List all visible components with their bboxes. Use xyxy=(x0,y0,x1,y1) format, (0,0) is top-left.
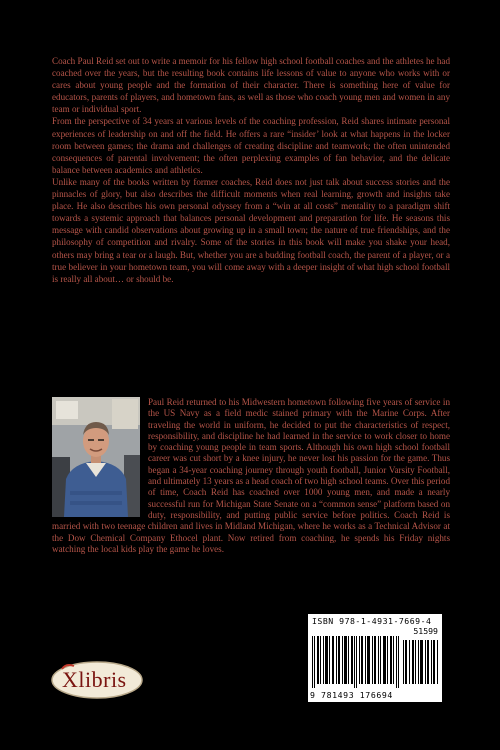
price-addon-bars xyxy=(403,636,439,684)
back-cover-blurb xyxy=(52,55,450,285)
publisher-name: Xlibris xyxy=(62,667,127,692)
blurb-paragraph: Unlike many of the books written by former coaches, Reid does not just talk about success stories and the pinnacles of glory, but also describes the difficult moments when real learning, growth and insights take place. He also describes his own personal odyssey from a “win at all costs” mentality to a paradigm shift towards a systemic approach that balances personal development and preparation for life. He seasons this message with candid observations about growing up in a small town; the nature of true friendships, and the philosophy of competition and rivalry. Some of the stories in this book will make you shake your head, others may bring a tear or a laugh. But, whether you are a budding football coach, the parent of a player, or a true believer in your hometown team, you will come away with a deeper insight of what high school football is really all about… or should be. xyxy=(52,176,450,284)
author-bio xyxy=(52,397,450,555)
price-code: 51599 xyxy=(413,626,438,636)
photo-spacer xyxy=(52,397,140,519)
barcode-bars xyxy=(312,636,400,688)
blurb-paragraph: From the perspective of 34 years at various levels of the coaching profession, Reid shares intimate personal experiences of leadership on and off the field. He offers a rare “insider’ look at what happens in the locker room between games; the drama and challenges of creating discipline and teamwork; the often unintended consequences of parental involvement; the often perplexing examples of fan behavior, and the delicate balance between academics and athletics. xyxy=(52,116,450,175)
author-bio-text: Paul Reid returned to his Midwestern hometown following five years of service in the US Navy as a field medic stained primary with the Marine Corps. After traveling the world in uniform, he decided to put the characteristics of respect, responsibility, and discipline he had learned in the service to work closer to home by coaching young people in team sports. Although his own high school football career was cut short by a knee injury, he never lost his passion for the game. Thus began a 34-year coaching journey through youth football, Junior Varsity Football, and ultimately 13 years as a head coach of two high school teams. Over this period of time, Coach Reid has coached over 1000 young men, and made a nearly successful run for Michigan State Senate on a “common sense” platform based on duty, responsibility, and putting public service before politics. Coach Reid is married with two teenage children and lives in Midland Michigan, where he works as a Technical Advisor at the Dow Chemical Company Ethocel plant. Now retired from coaching, he spends his Friday nights watching the local kids play the game he loves. xyxy=(52,397,450,554)
isbn-label: ISBN 978-1-4931-7669-4 xyxy=(312,616,432,626)
publisher-logo xyxy=(50,660,144,700)
barcode-digits: 9 781493 176694 xyxy=(310,690,393,700)
isbn-barcode xyxy=(308,614,442,702)
blurb-paragraph: Coach Paul Reid set out to write a memoir for his fellow high school football coaches and the athletes he had coached over the years, but the resulting book contains life lessons of value to anyone who works with or cares about young people and the formation of their character. There is something here of value for educators, parents of players, and hometown fans, as well as those who coach young men and women in any team or individual sport. xyxy=(52,56,450,115)
